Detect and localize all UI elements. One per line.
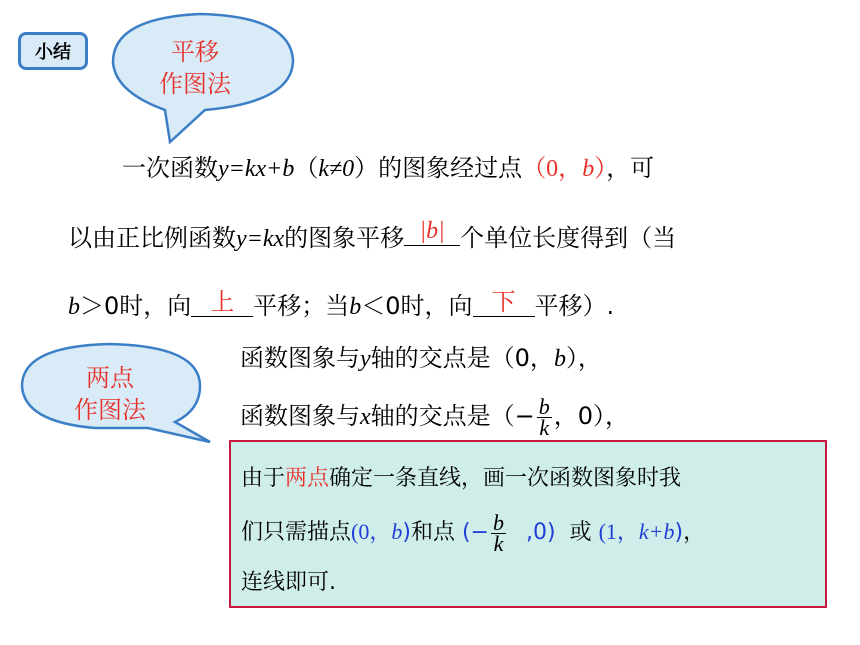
text-span: 的图象平移 (284, 224, 405, 252)
text-span: 连线即可. (241, 570, 336, 595)
text-span: 由于 (241, 466, 286, 491)
minus-sign: − (470, 520, 489, 545)
var-b: b (391, 519, 403, 544)
point-0-b-blue (351, 520, 411, 545)
text-span: 和点 (410, 520, 455, 545)
bubble-two-point-text (40, 362, 180, 426)
fraction-b-over-k-note (491, 509, 506, 556)
point-open: （0， (522, 156, 583, 182)
answer-blank-up (191, 288, 253, 317)
bubble-translate-line1: 平移 (171, 38, 219, 66)
y-intercept-line (240, 342, 602, 375)
text-span: 平移；当 (253, 292, 350, 320)
paragraph-line-1 (122, 152, 654, 185)
paragraph-line-3 (68, 290, 614, 323)
text-span: （ (294, 154, 319, 182)
fraction-denominator: k (493, 530, 504, 556)
point-neg-b-over-k (462, 520, 489, 545)
text-span: 以由正比例函数 (68, 224, 236, 252)
highlight-two-points: 两点 (285, 466, 330, 491)
point-open: (0， (351, 519, 392, 544)
text-span: 函数图象与 (240, 402, 360, 430)
note-line-1 (241, 464, 681, 494)
paragraph-line-2 (68, 218, 677, 255)
bubble-two-point-line2: 作图法 (74, 396, 146, 424)
text-span: ， (683, 520, 706, 545)
answer-up: 上 (210, 288, 235, 316)
text-span: ）的图象经过点 (354, 154, 523, 182)
formula-ykx: y=kx (236, 226, 285, 252)
note-line-2 (241, 510, 705, 555)
fraction-b-over-k (537, 393, 552, 440)
minus-sign: − (514, 402, 535, 430)
answer-blank-abs-b (404, 216, 460, 246)
bubble-translate-text (120, 36, 270, 100)
text-span: 轴的交点是（0， (370, 344, 554, 372)
fraction-numerator: b (538, 393, 550, 419)
summary-tag (18, 32, 88, 70)
text-span: 轴的交点是（ (370, 402, 515, 430)
answer-blank-down (473, 288, 535, 317)
var-b: b (68, 294, 80, 320)
answer-abs-b: |b| (419, 218, 445, 244)
var-b: b (349, 294, 362, 320)
fraction-denominator: k (539, 414, 550, 440)
point-open: (1， (598, 519, 639, 544)
text-span: 们只需描点 (241, 520, 352, 545)
summary-tag-label: 小结 (35, 42, 71, 63)
note-box (229, 440, 827, 608)
text-span: 个单位长度得到（当 (460, 224, 677, 252)
text-span: 确定一条直线，画一次函数图象时我 (329, 466, 682, 491)
point-b: b (582, 156, 595, 182)
text-span: ，0）， (553, 402, 630, 430)
x-intercept-line (240, 394, 629, 439)
var-b: b (553, 346, 566, 372)
text-span: ）， (565, 344, 602, 372)
text-span: 函数图象与 (240, 344, 360, 372)
text-span: ＜0时，向 (361, 292, 473, 320)
point-1-kb (599, 520, 684, 545)
point-0-b (522, 154, 606, 182)
bubble-translate-line2: 作图法 (159, 70, 231, 98)
bubble-two-point-line1: 两点 (86, 364, 134, 392)
text-or: 或 (569, 520, 592, 545)
point-close: ） (594, 154, 607, 182)
var-y: y (360, 346, 371, 372)
point-close: ) (402, 520, 411, 545)
formula-ykxb: y=kx+b (218, 156, 295, 182)
text-span: ，可 (606, 154, 655, 182)
point-open: ( (461, 520, 471, 545)
fraction-numerator: b (492, 509, 504, 535)
text-span: 一次函数 (122, 154, 218, 182)
answer-down: 下 (491, 288, 516, 316)
note-line-3 (241, 568, 336, 598)
var-x: x (360, 404, 371, 430)
point-close: ) (674, 520, 684, 545)
text-span: 平移）. (534, 292, 615, 320)
point-close: ,0) (525, 520, 556, 545)
expr-k-plus-b: k+b (638, 519, 675, 544)
condition-k: k≠0 (318, 156, 355, 182)
text-span: ＞0时，向 (80, 292, 192, 320)
